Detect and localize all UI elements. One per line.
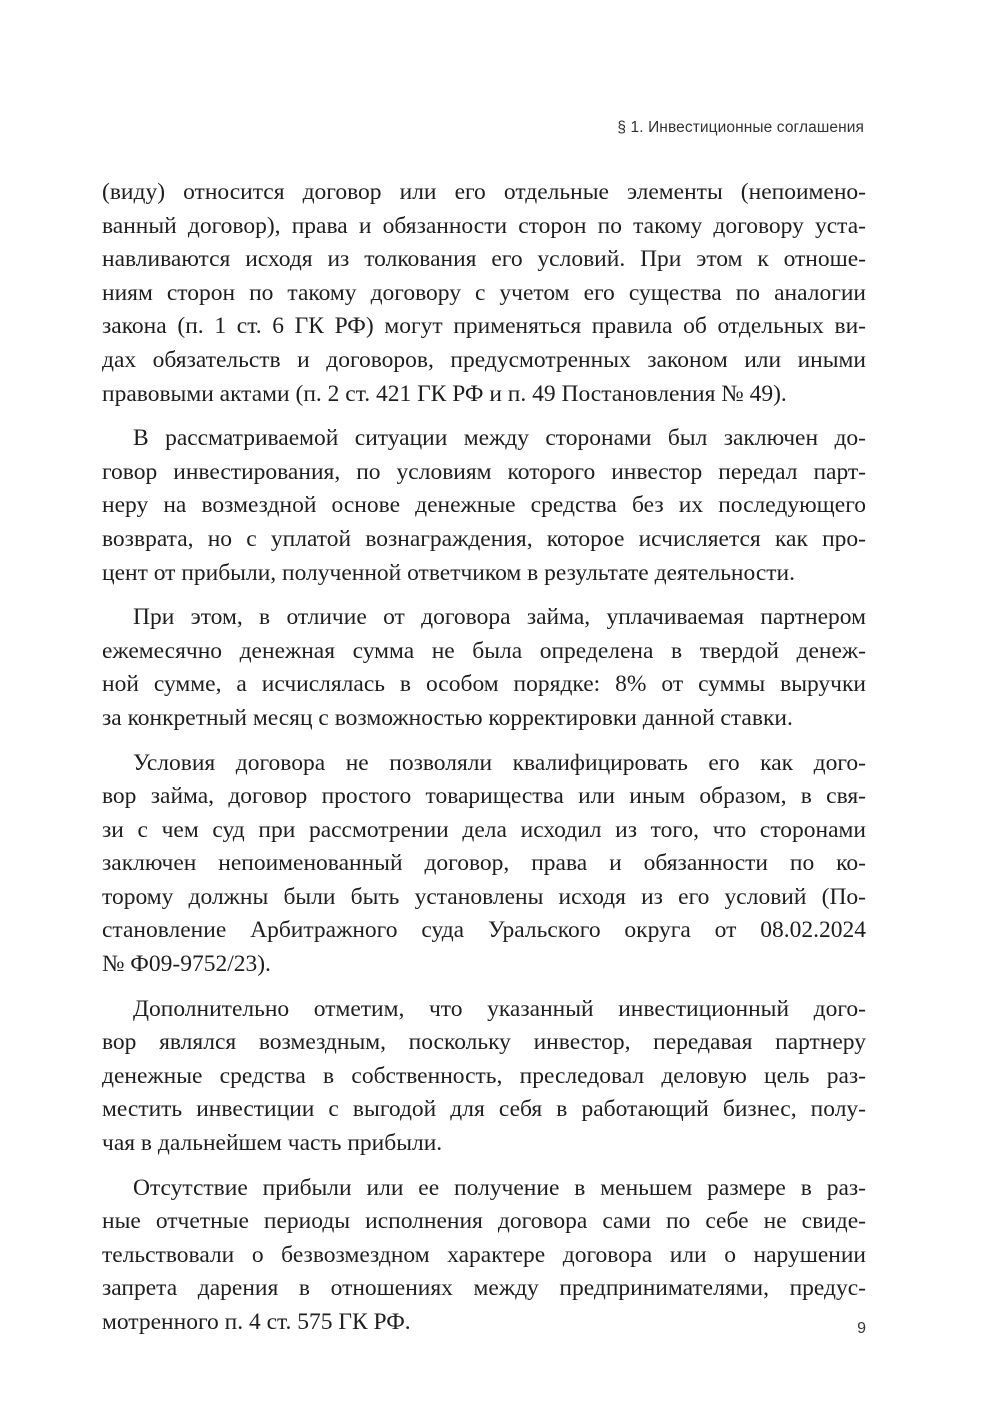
text-line: Условия договора не позволяли квалифицировать его как дого- [133, 749, 866, 776]
paragraph-6 [102, 1172, 866, 1340]
text-line: вор займа, договор простого товарищества или иным образом, в свя- [102, 783, 866, 810]
paragraph-1 [102, 176, 866, 411]
text-line: ные отчетные периоды исполнения договора сами по себе не свиде- [102, 1208, 866, 1235]
text-line: неру на возмездной основе денежные средства без их последующего [102, 492, 866, 519]
paragraph-5 [102, 993, 866, 1161]
text-line: за конкретный месяц с возможностью корректировки данной ставки. [102, 704, 793, 731]
text-line: мотренного п. 4 ст. 575 ГК РФ. [102, 1309, 411, 1335]
text-line: Отсутствие прибыли или ее получение в меньшем размере в раз- [133, 1174, 866, 1201]
text-line: ежемесячно денежная сумма не была определена в твердой денеж- [102, 637, 866, 664]
text-line: цент от прибыли, полученной ответчиком в результате деятельности. [102, 559, 795, 586]
page-number: 9 [857, 1320, 866, 1337]
text-line: правовыми актами (п. 2 ст. 421 ГК РФ и п. 49 Постановления № 49). [102, 380, 787, 407]
text-line: говор инвестирования, по условиям которого инвестор передал парт- [102, 458, 866, 485]
body-text [102, 176, 866, 1351]
text-line: местить инвестиции с выгодой для себя в работающий бизнес, полу- [102, 1096, 866, 1123]
text-line: навливаются исходя из толкования его условий. При этом к отноше- [102, 246, 866, 273]
text-line: Дополнительно отметим, что указанный инвестиционный дого- [133, 995, 866, 1022]
text-line: зи с чем суд при рассмотрении дела исходил из того, что сторонами [102, 816, 866, 843]
paragraph-4 [102, 747, 866, 982]
text-line: возврата, но с уплатой вознаграждения, которое исчисляется как про- [102, 525, 866, 552]
text-line: запрета дарения в отношениях между предпринимателями, предус- [102, 1275, 866, 1302]
text-line: дах обязательств и договоров, предусмотренных законом или иными [102, 346, 866, 373]
text-line: ной сумме, а исчислялась в особом порядке: 8% от суммы выручки [102, 671, 866, 698]
running-header: § 1. Инвестиционные соглашения [617, 119, 864, 136]
text-line: денежные средства в собственность, преследовал деловую цель раз- [102, 1062, 866, 1089]
text-line: торому должны были быть установлены исходя из его условий (По- [102, 883, 866, 910]
text-line: закона (п. 1 ст. 6 ГК РФ) могут применяться правила об отдельных ви- [102, 313, 866, 340]
text-line: При этом, в отличие от договора займа, уплачиваемая партнером [133, 604, 866, 631]
text-line: ниям сторон по такому договору с учетом его существа по аналогии [102, 279, 866, 306]
text-line: ванный договор), права и обязанности сторон по такому договору уста- [102, 212, 866, 239]
text-line: В рассматриваемой ситуации между сторонами был заключен до- [133, 425, 866, 452]
text-line: № Ф09-9752/23). [102, 951, 271, 978]
text-line: заключен непоименованный договор, права и обязанности по ко- [102, 850, 866, 877]
text-line: вор являлся возмездным, поскольку инвестор, передавая партнеру [102, 1029, 866, 1056]
text-line: тельствовали о безвозмездном характере договора или о нарушении [102, 1241, 866, 1268]
text-line: чая в дальнейшем часть прибыли. [102, 1130, 443, 1157]
text-line: становление Арбитражного суда Уральского округа от 08.02.2024 [102, 917, 866, 944]
paragraph-3 [102, 601, 866, 735]
paragraph-2 [102, 422, 866, 590]
text-line: (виду) относится договор или его отдельные элементы (непоимено- [102, 179, 866, 205]
